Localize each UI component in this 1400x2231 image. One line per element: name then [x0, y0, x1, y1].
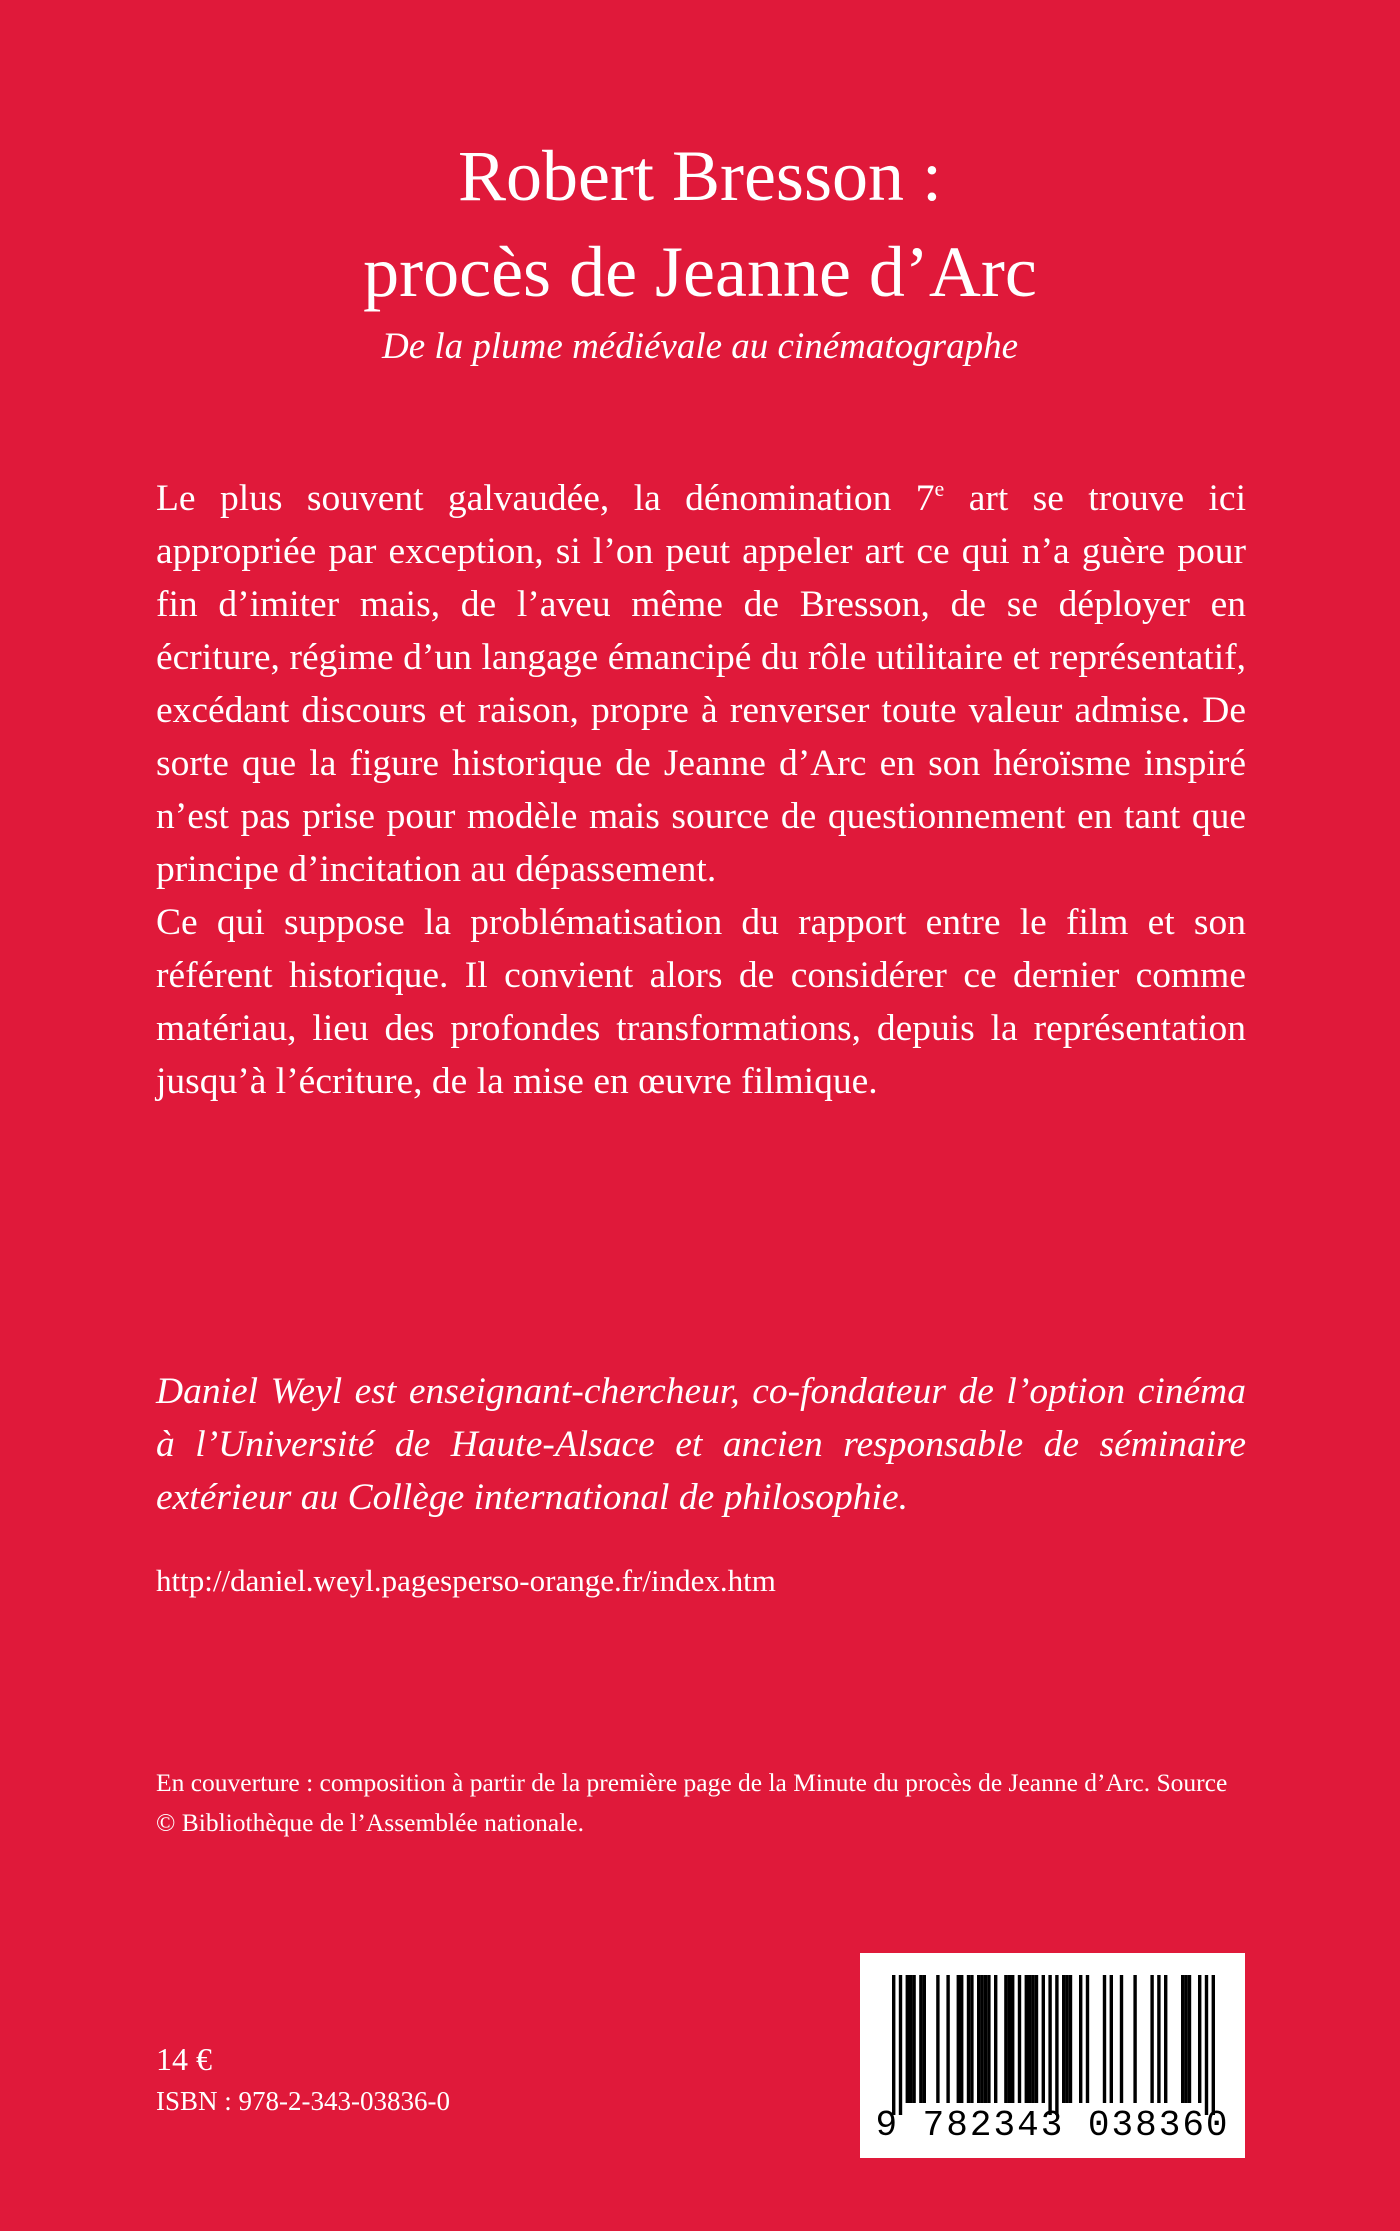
barcode-bar — [1011, 1975, 1014, 2103]
barcode-bar — [1198, 1975, 1201, 2103]
barcode-bar — [919, 1975, 922, 2103]
blurb-paragraph-1 — [156, 472, 1246, 896]
barcode-bar — [1120, 1975, 1123, 2103]
barcode-bar — [1079, 1975, 1082, 2103]
barcode-bar — [1212, 1975, 1215, 2115]
barcode-bar — [946, 1975, 949, 2103]
barcode-bar — [1150, 1975, 1153, 2103]
barcode-bar — [1181, 1975, 1184, 2103]
barcode-bar — [923, 1975, 926, 2103]
barcode-bar — [994, 1975, 997, 2103]
barcode-bar — [1035, 1975, 1038, 2103]
barcode-bar — [1062, 1975, 1065, 2103]
author-url: http://daniel.weyl.pagesperso-orange.fr/index.htm — [156, 1563, 776, 1598]
barcode-number: 9 782343 038360 — [875, 2105, 1230, 2146]
book-title-line-1: Robert Bresson : — [458, 136, 942, 216]
barcode-bar — [957, 1975, 960, 2103]
blurb-paragraph-2: Ce qui suppose la problématisation du rapport entre le film et son référent historique. Il convient alors de considérer ce dernier comme matériau, lieu des profondes transformations, depuis la représentation jusqu’à l’écriture, de la mise en œuvre filmique. — [156, 902, 1246, 1102]
cover-credit: En couverture : composition à partir de la première page de la Minute du procès de Jeanne d’Arc. Source © Bibliothèque de l’Assemblée nationale. — [156, 1768, 1228, 1837]
book-subtitle: De la plume médiévale au cinématographe — [381, 326, 1018, 367]
barcode-bar — [1042, 1975, 1045, 2103]
barcode-bar — [1008, 1975, 1011, 2103]
barcode-bar — [909, 1975, 912, 2103]
barcode-bar — [984, 1975, 987, 2103]
barcode-bar — [1055, 1975, 1058, 2115]
barcode — [860, 1953, 1245, 2158]
barcode-bar — [970, 1975, 973, 2103]
barcode-bar — [936, 1975, 939, 2103]
barcode-bar — [1048, 1975, 1051, 2115]
barcode-bar — [1205, 1975, 1208, 2115]
barcode-bar — [1086, 1975, 1089, 2103]
barcode-bar — [906, 1975, 909, 2103]
barcode-bar — [1069, 1975, 1072, 2103]
blurb-p1-rest: art se trouve ici appropriée par exception, si l’on peut appeler art ce qui n’a guère pour fin d’imiter mais, de l’aveu même de Bresson, de se déployer en écriture, régime d’un langage émancipé du rôle utilitaire et représentatif, excédant discours et raison, propre à renverser toute valeur admise. De sorte que la figure historique de Jeanne d’Arc en son héroïsme inspiré n’est pas prise pour modèle mais source de questionnement en tant que principe d’incitation au dépassement. — [156, 478, 1246, 890]
superscript-e: e — [934, 476, 945, 501]
price: 14 € — [156, 2041, 212, 2077]
barcode-bar — [1018, 1975, 1021, 2103]
barcode-bar — [967, 1975, 970, 2103]
barcode-bar — [1188, 1975, 1191, 2103]
barcode-bar — [1103, 1975, 1106, 2103]
barcode-bar — [1028, 1975, 1031, 2103]
barcode-bar — [912, 1975, 915, 2103]
barcode-bar — [1110, 1975, 1113, 2103]
barcode-bar — [1184, 1975, 1187, 2103]
barcode-bar — [1025, 1975, 1028, 2103]
barcode-bar — [960, 1975, 963, 2103]
barcode-bar — [1004, 1975, 1007, 2103]
author-bio: Daniel Weyl est enseignant-chercheur, co-fondateur de l’option cinéma à l’Université de Haute-Alsace et ancien responsable de séminaire extérieur au Collège international de philosophie. — [156, 1371, 1246, 1518]
barcode-bar — [899, 1975, 902, 2115]
barcode-bar — [977, 1975, 980, 2103]
book-title-line-2: procès de Jeanne d’Arc — [363, 232, 1037, 312]
barcode-bar — [892, 1975, 895, 2115]
book-title — [0, 128, 1400, 320]
blurb — [156, 472, 1246, 1108]
barcode-bar — [980, 1975, 983, 2103]
barcode-bar — [1157, 1975, 1160, 2103]
barcode-bar — [1133, 1975, 1136, 2103]
blurb-p1-start: Le plus souvent galvaudée, la dénomination 7 — [156, 478, 935, 519]
barcode-bar — [1065, 1975, 1068, 2103]
isbn: ISBN : 978-2-343-03836-0 — [156, 2086, 450, 2116]
barcode-bar — [1164, 1975, 1167, 2103]
barcode-bar — [987, 1975, 990, 2103]
barcode-bar — [1031, 1975, 1034, 2103]
